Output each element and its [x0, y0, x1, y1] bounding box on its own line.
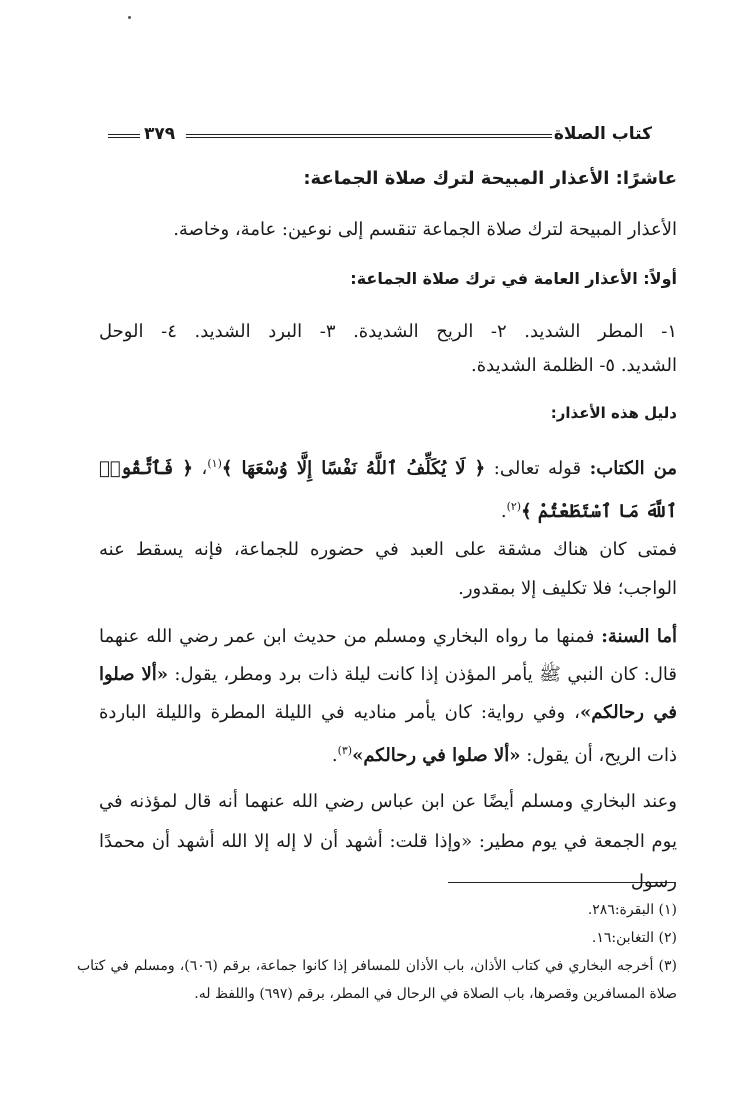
book-evidence-paragraph: [99, 445, 677, 531]
header-rule: [186, 134, 552, 138]
footnote-1: (١) البقرة:٢٨٦.: [587, 902, 677, 918]
chapter-title: كتاب الصلاة: [553, 124, 652, 144]
footnote-ref-1[interactable]: (١): [207, 457, 222, 470]
subsection-heading: أولاً: الأعذار العامة في ترك صلاة الجماعة:: [350, 269, 677, 288]
footnote-2: (٢) التغابن:١٦.: [591, 930, 677, 946]
footnote-separator: [448, 882, 676, 883]
header-rule-short: [108, 134, 140, 138]
verse-separator: ،: [192, 458, 208, 479]
sunnah-end-punct: .: [331, 745, 338, 766]
book-label: من الكتاب:: [589, 458, 678, 479]
sunnah-paragraph: [99, 618, 677, 775]
scan-speck: [128, 16, 131, 19]
section-heading: عاشرًا: الأعذار المبيحة لترك صلاة الجماعة:: [303, 168, 677, 189]
list-line-1: ١- المطر الشديد. ٢- الريح الشديدة. ٣- البرد الشديد. ٤- الوحل: [99, 321, 677, 342]
evidence-heading: دليل هذه الأعذار:: [550, 404, 677, 422]
running-header: [100, 124, 652, 152]
book-end-punct: .: [500, 501, 507, 522]
hadith-quote-2: «ألا صلوا في رحالكم»: [352, 745, 521, 766]
sunnah-text-b: ، وفي رواية: كان يأمر مناديه في الليلة المطرة والليلة الباردة ذات الريح، أن يقول:: [99, 702, 677, 766]
intro-paragraph: الأعذار المبيحة لترك صلاة الجماعة تنقسم إلى نوعين: عامة، وخاصة.: [173, 219, 677, 240]
sunnah-text-a: فمنها ما رواه البخاري ومسلم من حديث ابن عمر رضي الله عنهما قال: كان النبي ﷺ يأمر المؤذن إذا كانت ليلة ذات برد ومطر، يقول:: [99, 626, 677, 685]
page-number: ٣٧٩: [144, 124, 176, 144]
footnote-ref-3[interactable]: (٣): [337, 744, 353, 757]
footnote-ref-2[interactable]: (٢): [506, 500, 522, 513]
footnote-3: (٣) أخرجه البخاري في كتاب الأذان، باب الأذان للمسافر إذا كانوا جماعة، برقم (٦٠٦)، ومسلم في كتاب صلاة المسافرين وقصرها، باب الصلاة في الرحال في المطر، برقم (٦٩٧) واللفظ له.: [77, 958, 677, 1002]
verse-2: ﴿ فَٱتَّقُوا۟ ٱللَّهَ مَا ٱسْتَطَعْتُمْ ﴾: [99, 458, 677, 522]
sunnah-label: أما السنة:: [601, 626, 677, 647]
verse-1: ﴿ لَا يُكَلِّفُ ٱللَّهُ نَفْسًا إِلَّا وُسْعَهَا ﴾: [221, 458, 486, 479]
hardship-paragraph: فمتى كان هناك مشقة على العبد في حضوره للجماعة، فإنه يسقط عنه الواجب؛ فلا تكليف إلا بمقدور.: [99, 539, 677, 599]
book-intro-text: قوله تعالى:: [485, 458, 590, 479]
ibn-abbas-paragraph: وعند البخاري ومسلم أيضًا عن ابن عباس رضي الله عنهما أنه قال لمؤذنه في يوم الجمعة في يوم مطير: «وإذا قلت: أشهد أن لا إله إلا الله أشهد أن محمدًا رسول: [99, 791, 677, 892]
hadith-quote-1: «ألا صلوا في رحالكم»: [99, 664, 677, 723]
list-line-2: الشديد. ٥- الظلمة الشديدة.: [471, 355, 677, 376]
